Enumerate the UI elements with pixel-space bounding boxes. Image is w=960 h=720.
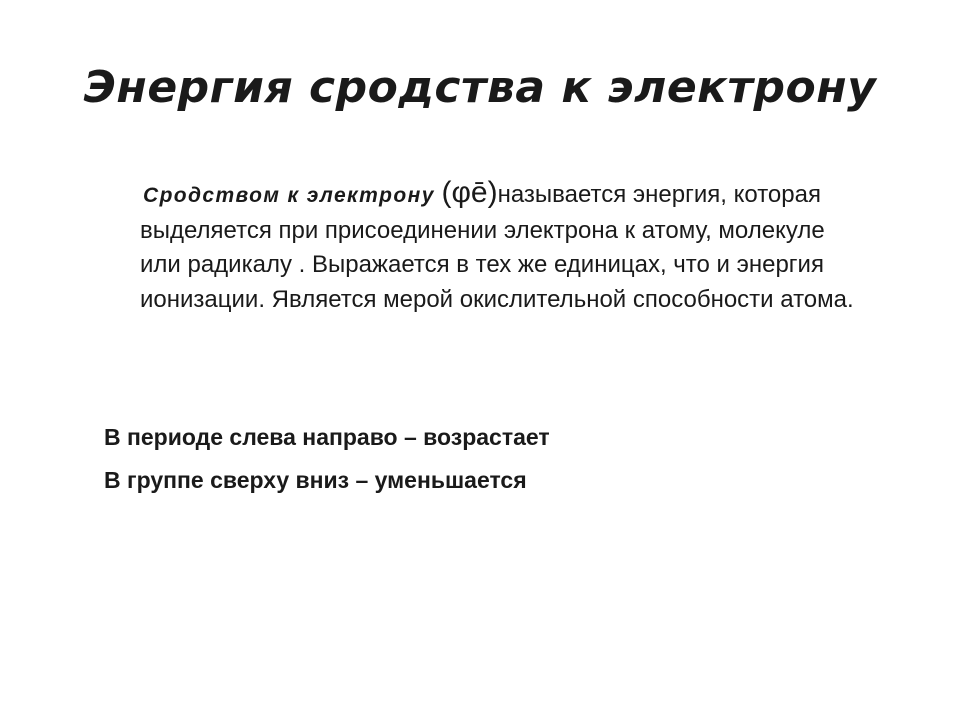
group-trend-rule: В группе сверху вниз – уменьшается	[104, 467, 527, 493]
slide-title: Энергия сродства к электрону	[83, 62, 877, 113]
affinity-symbol: (φē)	[441, 176, 498, 209]
definition-term: Сродством к электрону	[143, 184, 435, 207]
period-trend-rule: В периоде слева направо – возрастает	[104, 424, 550, 450]
definition-paragraph	[140, 176, 860, 317]
definition-text: называется энергия, которая выделяется при присоединении электрона к атому, молекуле или радикалу . Выражается в тех же единицах, что и энергия ионизации. Является мерой окислительной способности атома.	[140, 181, 854, 313]
